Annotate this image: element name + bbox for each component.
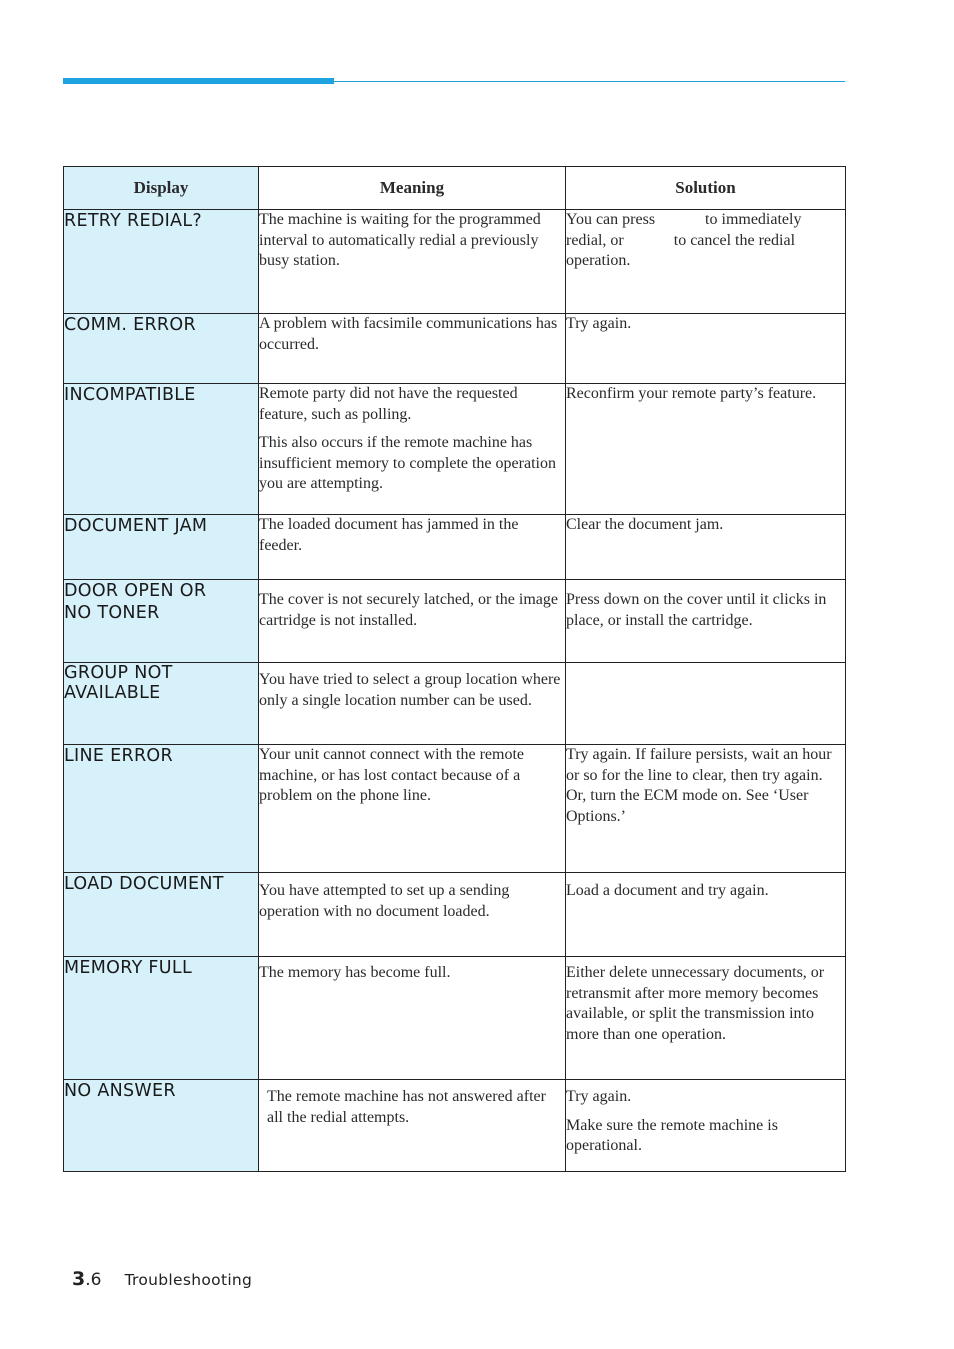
solution-cell <box>566 384 846 515</box>
solution-cell <box>566 515 846 580</box>
column-header-display: Display <box>64 167 259 210</box>
solution-text: Load a document and try again. <box>566 882 769 899</box>
solution-text: Either delete unnecessary documents, or retransmit after more memory becomes available, or split the transmission into more than one operation. <box>566 964 825 1043</box>
meaning-cell <box>259 384 566 515</box>
solution-cell <box>566 745 846 873</box>
meaning-text: Remote party did not have the requested feature, such as polling. <box>259 385 518 423</box>
display-line: AVAILABLE <box>64 683 161 703</box>
solution-text: to immediately redial, or <box>566 211 802 249</box>
meaning-cell <box>259 873 566 957</box>
table-row <box>64 210 846 314</box>
display-message: MEMORY FULL <box>64 957 259 1080</box>
table-row <box>64 1080 846 1172</box>
display-message: INCOMPATIBLE <box>64 384 259 515</box>
meaning-text: This also occurs if the remote machine has insufficient memory to complete the operation you are attempting. <box>259 434 556 492</box>
solution-text: Press down on the cover until it clicks in place, or install the cartridge. <box>566 591 827 629</box>
solution-text: Try again. <box>566 1088 632 1105</box>
solution-cell-empty <box>566 663 846 745</box>
meaning-cell <box>259 745 566 873</box>
solution-text: Reconfirm your remote party’s feature. <box>566 385 817 402</box>
solution-cell <box>566 873 846 957</box>
column-header-solution: Solution <box>566 167 846 210</box>
display-message: RETRY REDIAL? <box>64 210 259 314</box>
meaning-cell <box>259 314 566 384</box>
solution-text: Clear the document jam. <box>566 516 724 533</box>
solution-cell <box>566 580 846 663</box>
meaning-text: The machine is waiting for the programmed interval to automatically redial a previously busy station. <box>259 211 541 269</box>
meaning-cell <box>259 210 566 314</box>
meaning-cell <box>259 515 566 580</box>
display-message <box>64 580 259 663</box>
solution-cell <box>566 1080 846 1172</box>
meaning-cell <box>259 957 566 1080</box>
solution-cell <box>566 314 846 384</box>
display-line: DOOR OPEN OR <box>64 581 207 601</box>
display-line: GROUP NOT <box>64 663 173 683</box>
page-number-chapter: 3 <box>72 1268 86 1290</box>
solution-text: Or, turn the ECM mode on. See ‘User Options.’ <box>566 787 809 825</box>
meaning-cell <box>259 580 566 663</box>
meaning-text: You have tried to select a group location where only a single location number can be used. <box>259 671 561 709</box>
column-header-meaning: Meaning <box>259 167 566 210</box>
solution-text: You can press <box>566 211 656 228</box>
meaning-text: You have attempted to set up a sending operation with no document loaded. <box>259 882 510 920</box>
table-row <box>64 873 846 957</box>
display-line: NO TONER <box>64 603 160 623</box>
page-number-page: .6 <box>85 1270 102 1290</box>
meaning-text: The cover is not securely latched, or the image cartridge is not installed. <box>259 591 558 629</box>
table-header-row <box>64 167 846 210</box>
table-row <box>64 384 846 515</box>
table-row <box>64 957 846 1080</box>
page-footer <box>72 1268 252 1290</box>
display-message: NO ANSWER <box>64 1080 259 1172</box>
meaning-cell <box>259 1080 566 1172</box>
display-message: LOAD DOCUMENT <box>64 873 259 957</box>
header-rule-thin <box>334 81 845 82</box>
solution-text: to cancel the redial operation. <box>566 231 796 269</box>
meaning-text: The loaded document has jammed in the feeder. <box>259 516 519 554</box>
solution-cell <box>566 957 846 1080</box>
meaning-text: The memory has become full. <box>259 964 451 981</box>
display-message: COMM. ERROR <box>64 314 259 384</box>
table-row <box>64 314 846 384</box>
meaning-cell <box>259 663 566 745</box>
table-row <box>64 745 846 873</box>
display-message <box>64 663 259 745</box>
display-message: LINE ERROR <box>64 745 259 873</box>
solution-text: Make sure the remote machine is operational. <box>566 1116 778 1154</box>
troubleshooting-table <box>63 166 846 1172</box>
table-row <box>64 663 846 745</box>
solution-cell <box>566 210 846 314</box>
table-row <box>64 515 846 580</box>
meaning-text: The remote machine has not answered after all the redial attempts. <box>267 1088 546 1126</box>
display-message: DOCUMENT JAM <box>64 515 259 580</box>
table-row <box>64 580 846 663</box>
meaning-text: Your unit cannot connect with the remote machine, or has lost contact because of a problem on the phone line. <box>259 746 524 804</box>
solution-text: Try again. If failure persists, wait an hour or so for the line to clear, then try again. <box>566 746 832 784</box>
header-rule-thick <box>63 78 334 84</box>
meaning-text: A problem with facsimile communications has occurred. <box>259 315 558 353</box>
solution-text: Try again. <box>566 315 632 332</box>
chapter-title: Troubleshooting <box>124 1271 253 1289</box>
